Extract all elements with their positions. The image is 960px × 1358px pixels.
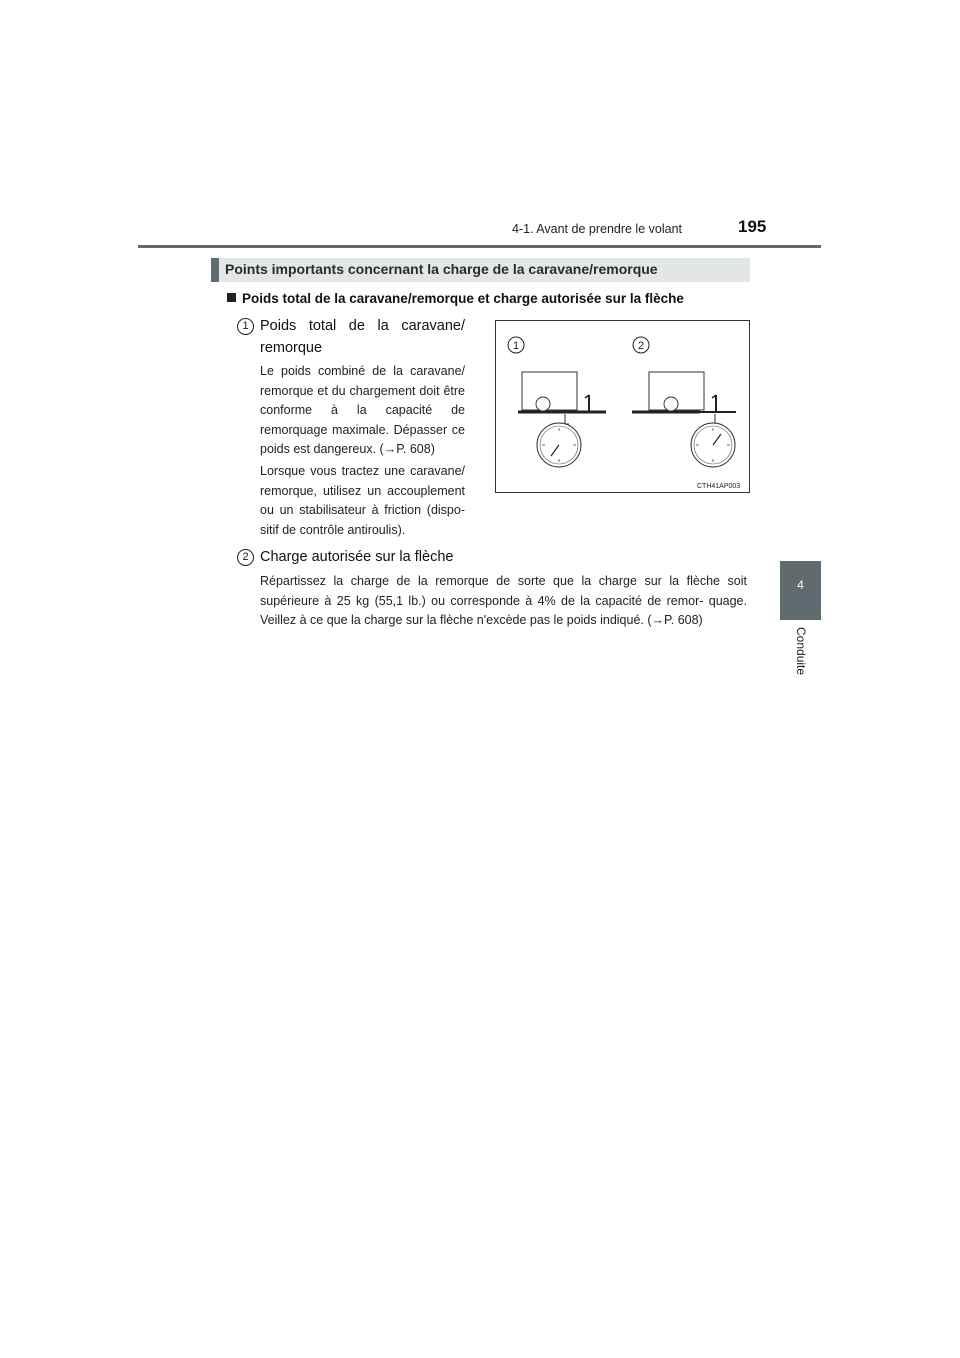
item-paragraph: Répartissez la charge de la remorque de sorte que la charge sur la flèche soit supérieure à 25 kg (55,1 lb.) ou corresponde à 4% de la capacité de remor- quage. Veillez à ce que la charge sur la flèche n'excède pas le poids indiqué. (→P. 608) <box>260 574 747 627</box>
square-bullet-icon <box>227 293 236 302</box>
item-paragraph: Lorsque vous tractez une caravane/ remorque, utilisez un accouplement ou un stabilisateur à friction (dispo- sitif de contrôle antiroulis). <box>260 464 465 537</box>
label-1-marker <box>508 337 524 353</box>
trailer-2-icon <box>632 372 736 424</box>
item-number-badge: 2 <box>237 549 254 566</box>
chapter-label: Conduite <box>794 627 808 676</box>
chapter-number: 4 <box>797 578 804 592</box>
item-paragraph: Le poids combiné de la caravane/ remorque et du chargement doit être conforme à la capacité de remorquage maximale. Dépasser ce poids est dangereux. (→P. 608) <box>260 364 465 456</box>
subsection-heading <box>227 291 684 306</box>
trailer-1-icon <box>518 372 606 424</box>
item-number-badge: 1 <box>237 318 254 335</box>
section-title: Points importants concernant la charge de la caravane/remorque <box>225 261 658 277</box>
section-header-accent <box>211 258 219 282</box>
illustration-label: 1 <box>512 340 520 352</box>
illustration-code: CTH41AP003 <box>697 483 741 490</box>
illustration-label: 2 <box>637 340 645 352</box>
page-number: 195 <box>738 217 767 236</box>
header-rule <box>138 245 821 248</box>
item-title: Poids total de la caravane/ remorque <box>260 318 465 356</box>
trailer-weight-illustration <box>495 320 750 493</box>
scale-gauge-1-icon <box>537 423 581 467</box>
running-head: 4-1. Avant de prendre le volant <box>511 222 682 236</box>
illustration-graphic <box>496 321 749 492</box>
item-title: Charge autorisée sur la flèche <box>260 549 454 565</box>
subsection-heading-text: Poids total de la caravane/remorque et charge autorisée sur la flèche <box>242 291 684 306</box>
scale-gauge-2-icon <box>691 423 735 467</box>
label-2-marker <box>633 337 649 353</box>
